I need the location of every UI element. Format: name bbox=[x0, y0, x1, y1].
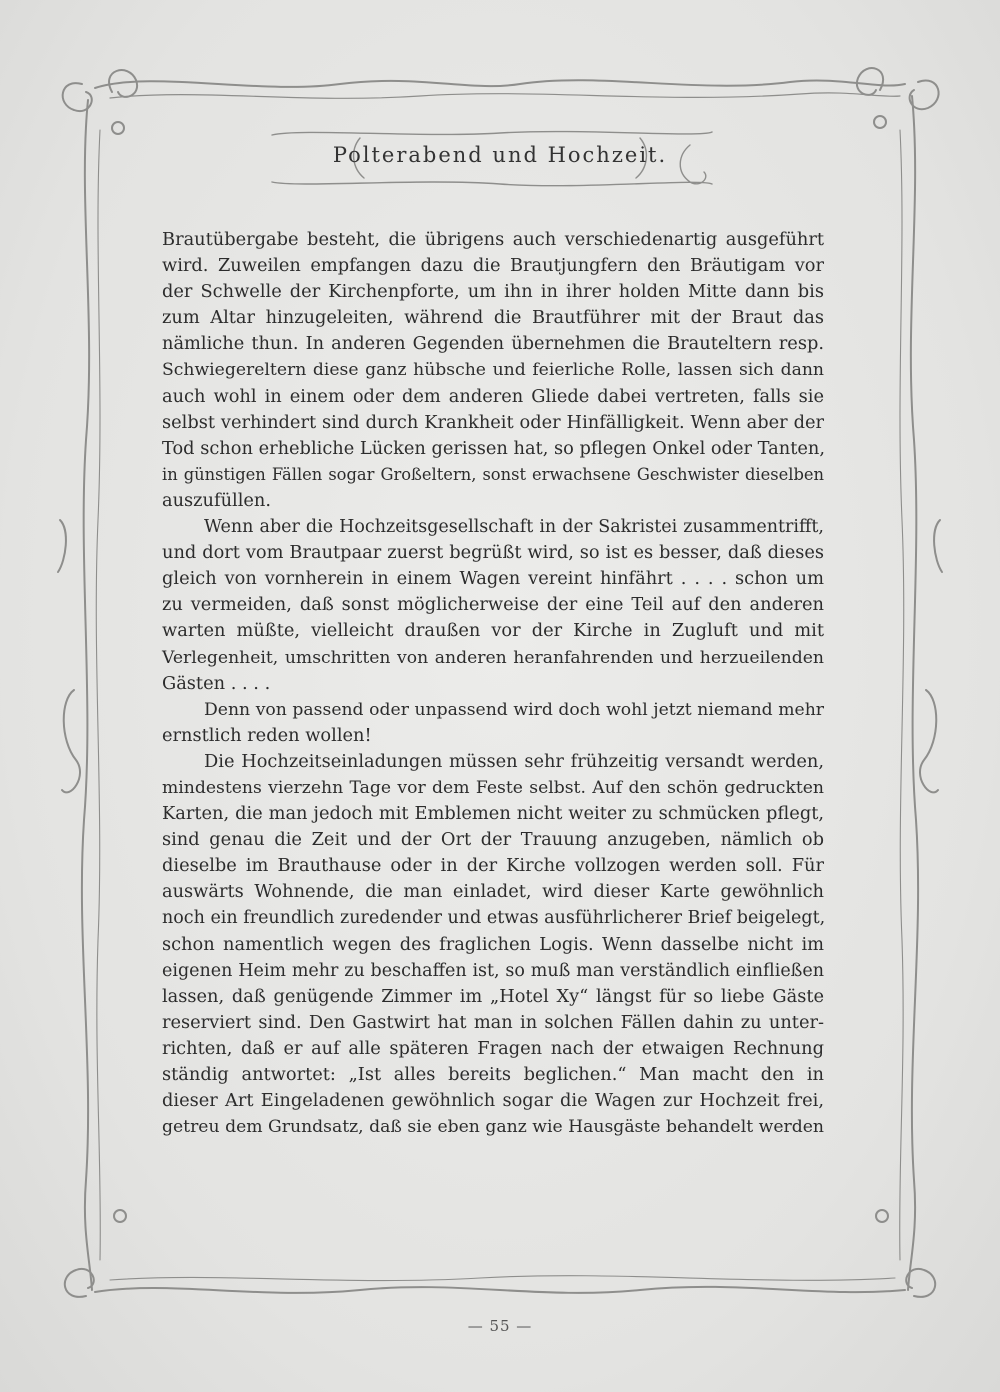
text-line: Tod schon erhebliche Lücken gerissen hat, so pflegen Onkel oder Tanten, bbox=[162, 437, 825, 459]
text-line: ernstlich reden wollen! bbox=[162, 724, 372, 746]
text-line: in günstigen Fällen sogar Großeltern, sonst erwachsene Geschwister dieselben bbox=[162, 464, 824, 484]
text-line: mindestens vierzehn Tage vor dem Feste selbst. Auf den schön gedruckten bbox=[162, 777, 824, 798]
text-line: nämliche thun. In anderen Gegenden übernehmen die Brauteltern resp. bbox=[162, 333, 824, 355]
text-line: dieselbe im Brauthause oder in der Kirche vollzogen werden soll. Für bbox=[162, 855, 824, 877]
text-line: auswärts Wohnende, die man einladet, wird dieser Karte gewöhnlich bbox=[162, 881, 824, 903]
text-line: sind genau die Zeit und der Ort der Trauung anzugeben, nämlich ob bbox=[162, 829, 824, 851]
text-line: noch ein freundlich zuredender und etwas ausführlicherer Brief beigelegt, bbox=[162, 908, 826, 929]
text-line: schon namentlich wegen des fraglichen Logis. Wenn dasselbe nicht im bbox=[162, 933, 824, 955]
text-line: reserviert sind. Den Gastwirt hat man in solchen Fällen dahin zu unter- bbox=[162, 1011, 824, 1033]
text-line: wird. Zuweilen empfangen dazu die Brautjungfern den Bräutigam vor bbox=[162, 255, 824, 277]
text-line: lassen, daß genügende Zimmer im „Hotel Xy“ längst für so liebe Gäste bbox=[162, 985, 824, 1007]
text-line: warten müßte, vielleicht draußen vor der Kirche in Zugluft und mit bbox=[162, 620, 824, 642]
text-line: auch wohl in einem oder dem anderen Gliede dabei vertreten, falls sie bbox=[162, 385, 824, 407]
text-line: und dort vom Brautpaar zuerst begrüßt wird, so ist es besser, daß dieses bbox=[162, 542, 824, 564]
page-header-title: Polterabend und Hochzeit. bbox=[332, 143, 668, 167]
text-line: zu vermeiden, daß sonst möglicherweise der eine Teil auf den anderen bbox=[162, 594, 824, 616]
text-line: Brautübergabe besteht, die übrigens auch verschiedenartig ausgeführt bbox=[162, 229, 824, 250]
text-line: Gästen . . . . bbox=[162, 672, 271, 694]
text-line: Karten, die man jedoch mit Emblemen nicht weiter zu schmücken pflegt, bbox=[162, 803, 824, 825]
text-line: ständig antwortet: „Ist alles bereits beglichen.“ Man macht den in bbox=[162, 1064, 824, 1085]
text-line: dieser Art Eingeladenen gewöhnlich sogar die Wagen zur Hochzeit frei, bbox=[162, 1090, 824, 1112]
text-line: gleich von vornherein in einem Wagen vereint hinfährt . . . . schon um bbox=[162, 568, 824, 590]
text-line: auszufüllen. bbox=[162, 489, 272, 511]
text-line: eigenen Heim mehr zu beschaffen ist, so muß man verständlich einfließen bbox=[162, 960, 824, 981]
page-number: — 55 — bbox=[467, 1317, 533, 1335]
text-line: Verlegenheit, umschritten von anderen heranfahrenden und herzueilenden bbox=[162, 647, 824, 668]
body-text bbox=[162, 227, 824, 1140]
text-line: Die Hochzeitseinladungen müssen sehr frühzeitig versandt werden, bbox=[204, 750, 824, 772]
text-line: richten, daß er auf alle späteren Fragen nach der etwaigen Rechnung bbox=[162, 1037, 824, 1059]
text-line: Wenn aber die Hochzeitsgesellschaft in der Sakristei zusammentrifft, bbox=[204, 517, 824, 538]
text-line: der Schwelle der Kirchenpforte, um ihn in ihrer holden Mitte dann bis bbox=[162, 281, 824, 303]
text-line: zum Altar hinzugeleiten, während die Brautführer mit der Braut das bbox=[162, 307, 824, 329]
text-line: Denn von passend oder unpassend wird doch wohl jetzt niemand mehr bbox=[204, 699, 824, 720]
text-line: Schwiegereltern diese ganz hübsche und feierliche Rolle, lassen sich dann bbox=[162, 360, 824, 381]
text-line: selbst verhindert sind durch Krankheit oder Hinfälligkeit. Wenn aber der bbox=[162, 411, 824, 433]
text-line: getreu dem Grundsatz, daß sie eben ganz wie Hausgäste behandelt werden bbox=[162, 1117, 824, 1138]
